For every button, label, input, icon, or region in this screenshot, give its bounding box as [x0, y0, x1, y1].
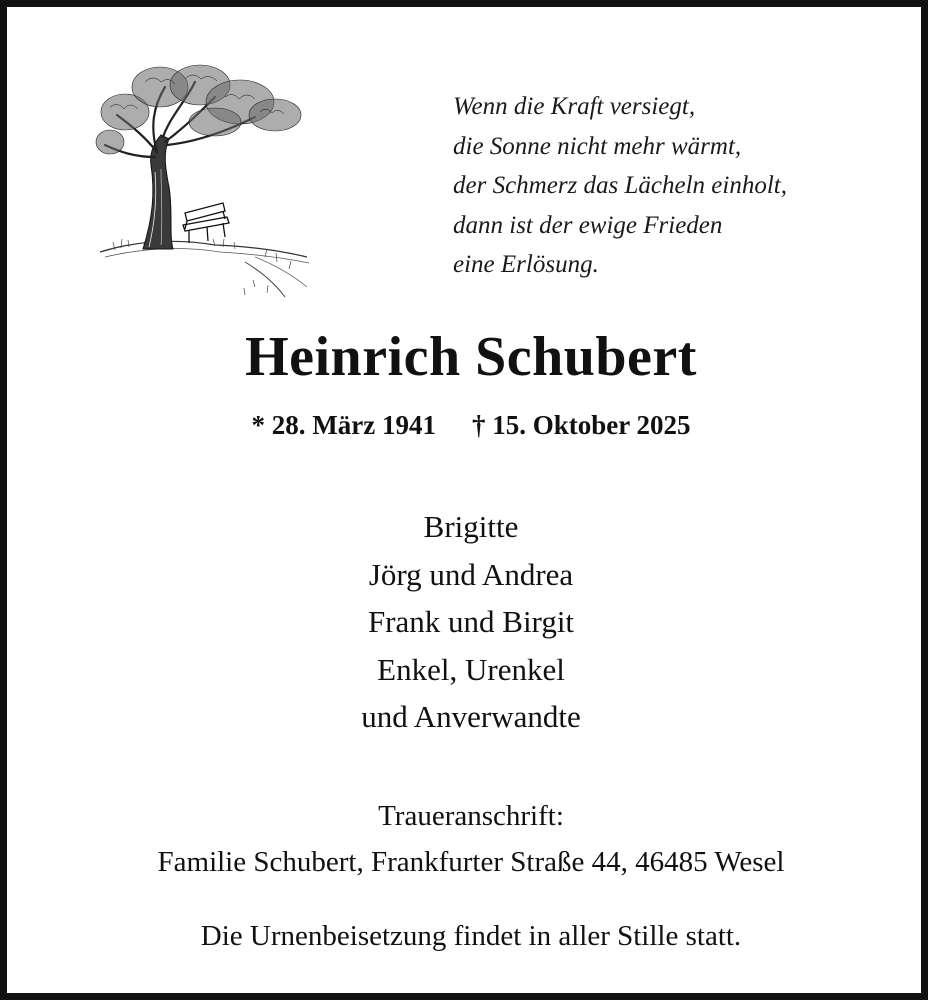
mourner: und Anverwandte — [361, 699, 581, 734]
mourner: Brigitte — [423, 509, 519, 544]
mourner: Frank und Birgit — [367, 604, 575, 639]
address-label: Traueranschrift: — [378, 800, 564, 832]
mourners-list — [7, 503, 928, 741]
life-dates — [7, 410, 928, 441]
poem-line: die Sonne nicht mehr wärmt, — [453, 132, 742, 160]
tree-with-bench-icon — [95, 57, 315, 302]
poem-line: dann ist der ewige Frieden — [453, 211, 723, 239]
mourner: Jörg und Andrea — [368, 556, 574, 592]
poem — [453, 87, 893, 285]
poem-line: der Schmerz das Lächeln einholt, — [453, 172, 787, 199]
poem-line: Wenn die Kraft versiegt, — [453, 93, 696, 120]
burial-notice: Die Urnenbeisetzung findet in aller Stille statt. — [200, 920, 742, 952]
poem-line: eine Erlösung. — [453, 251, 599, 278]
address-line: Familie Schubert, Frankfurter Straße 44, 46485 Wesel — [157, 846, 785, 878]
mourning-address — [7, 793, 928, 885]
mourner: Enkel, Urenkel — [377, 651, 565, 687]
death-date: † 15. Oktober 2025 — [471, 410, 691, 440]
deceased-name: Heinrich Schubert — [245, 326, 697, 388]
birth-date: * 28. März 1941 — [251, 410, 436, 440]
